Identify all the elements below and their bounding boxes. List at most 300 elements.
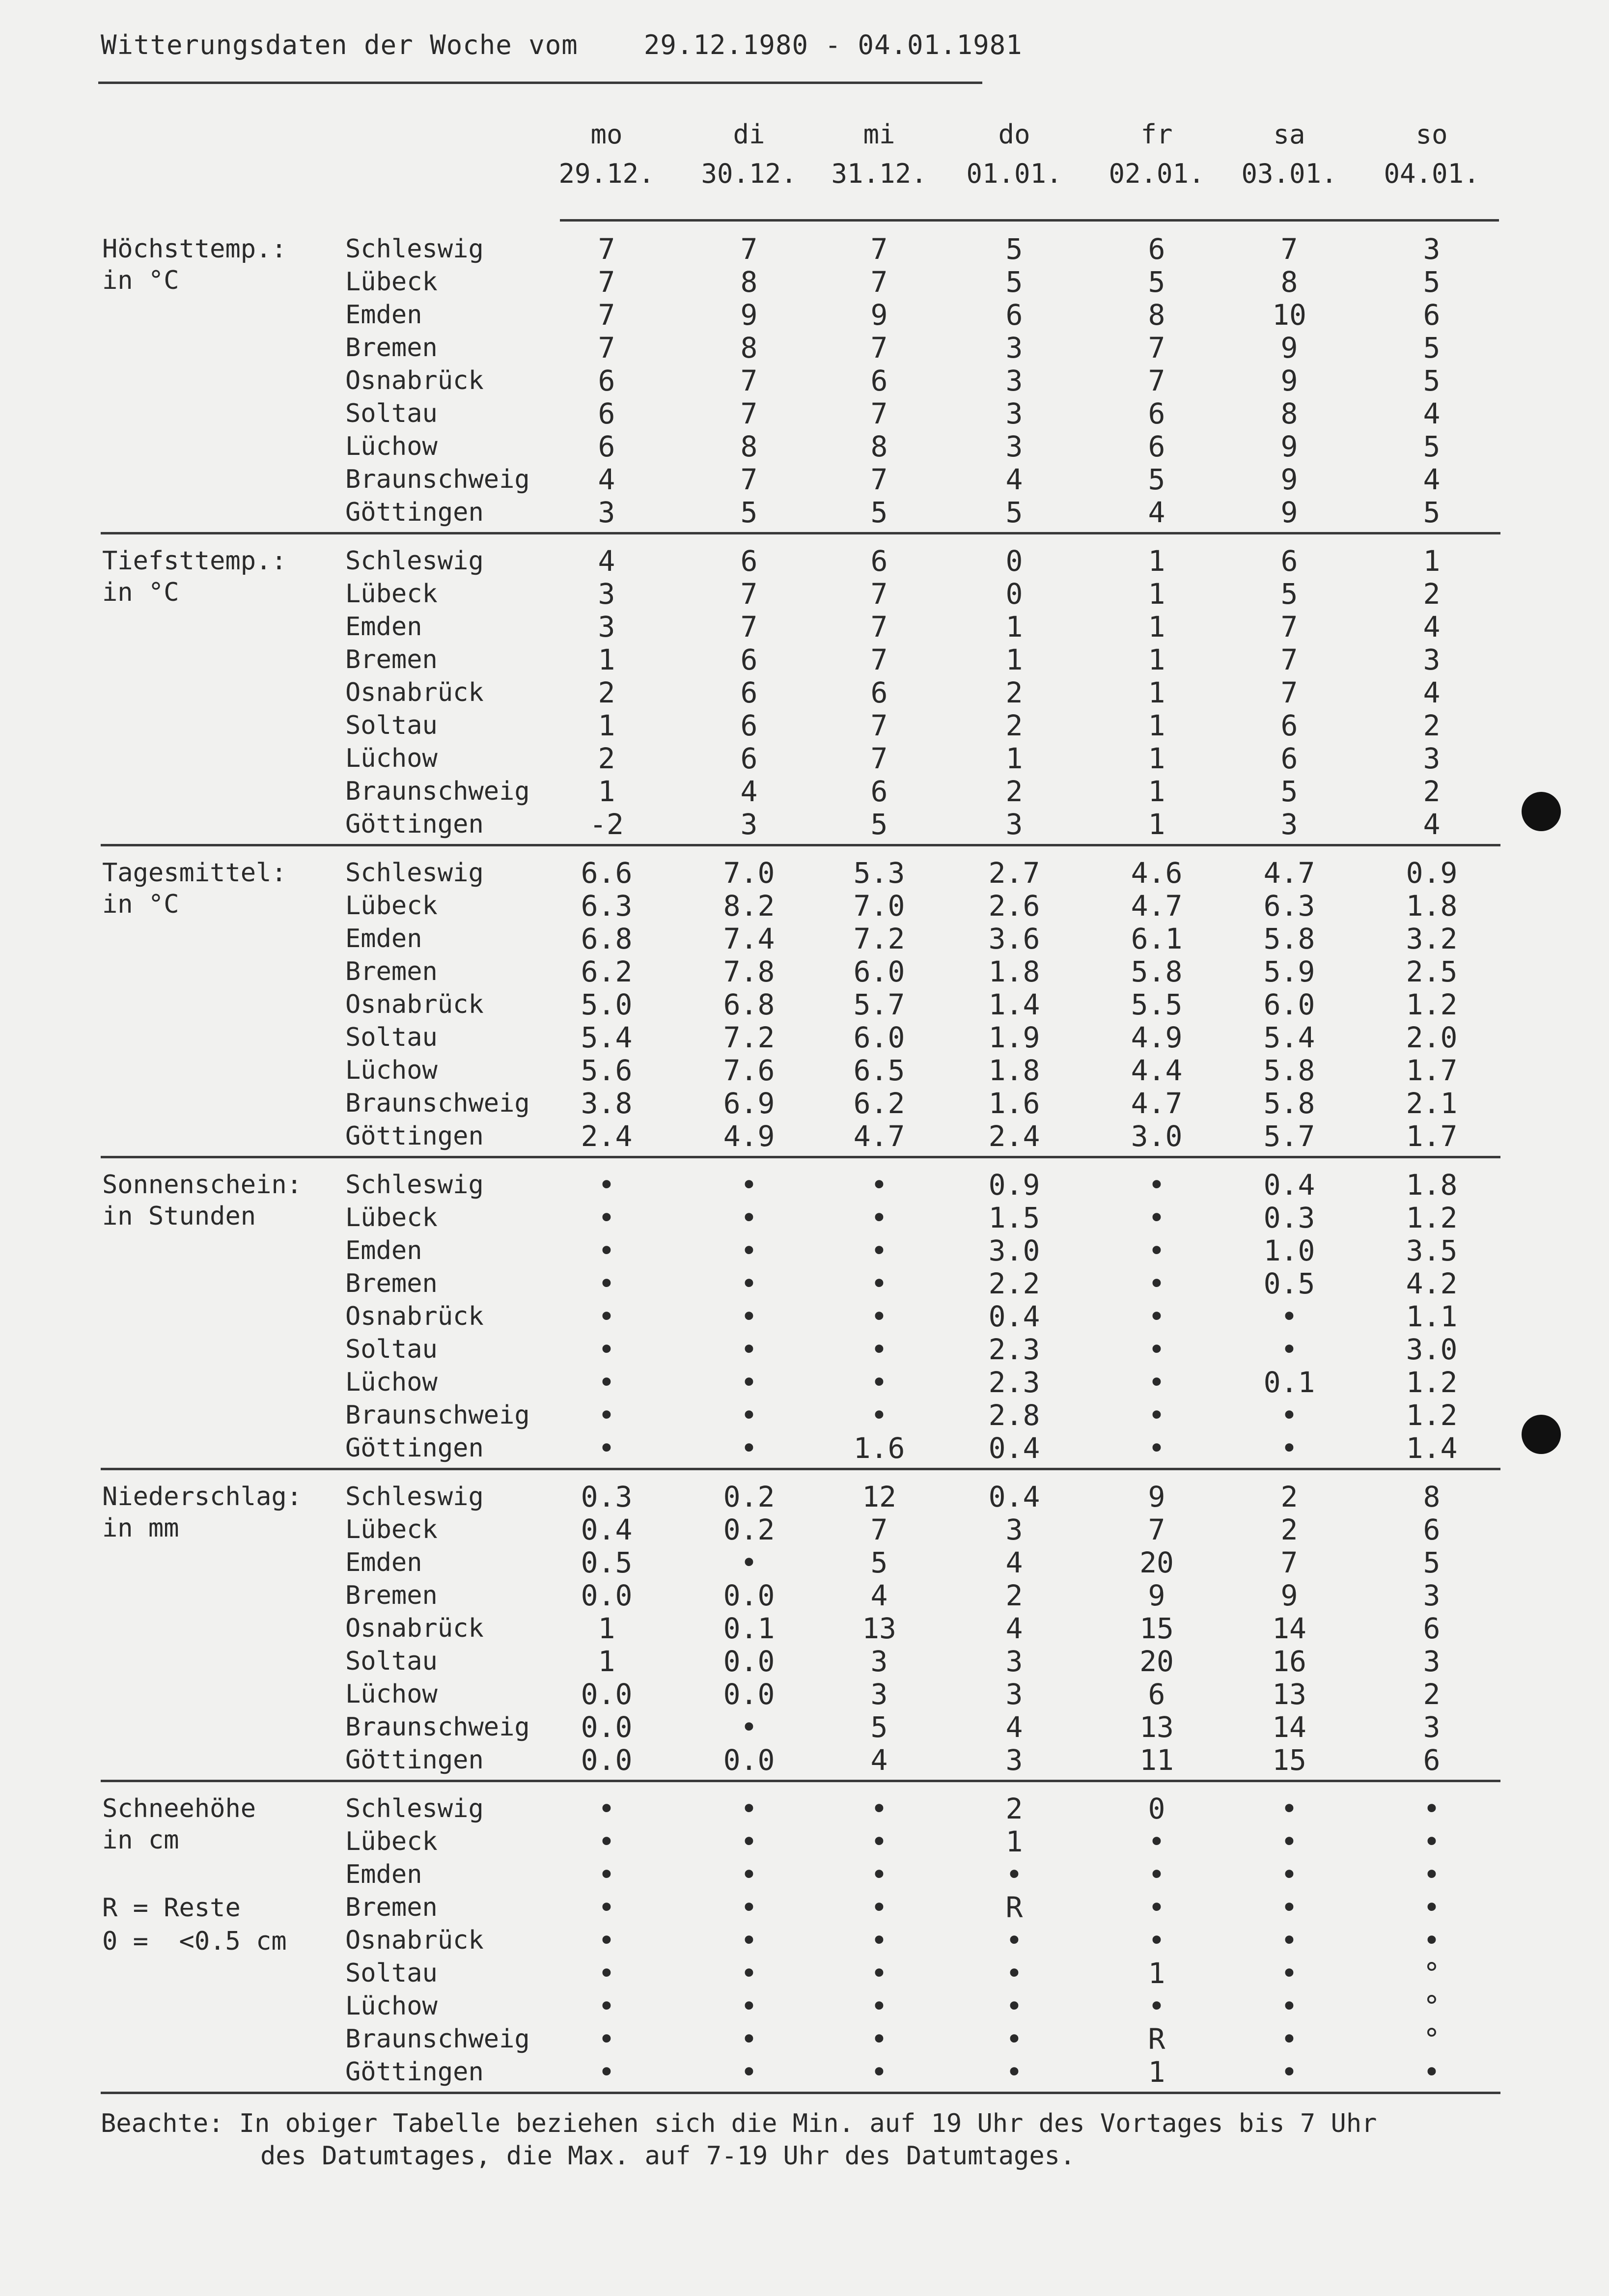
value-cell: • [740, 1792, 758, 1825]
value-cell: 1.2 [1406, 988, 1458, 1021]
value-cell: 6.0 [853, 1021, 905, 1054]
value-cell: • [1148, 1825, 1165, 1858]
value-cell: 0.4 [988, 1480, 1040, 1513]
value-cell: 3 [1423, 1645, 1441, 1678]
station-name: Schleswig [345, 1170, 484, 1200]
value-cell: 0.9 [1406, 856, 1458, 890]
value-cell: 3 [1005, 331, 1023, 364]
section-label [102, 1793, 256, 1856]
value-cell: 0.9 [988, 1168, 1040, 1202]
value-cell: 5 [1005, 265, 1023, 299]
value-cell: 5.0 [581, 988, 633, 1021]
value-cell: • [598, 1891, 615, 1924]
value-cell: • [1148, 1267, 1165, 1300]
value-cell: 1 [1005, 1825, 1023, 1858]
value-cell: • [740, 1546, 758, 1579]
value-cell: • [1423, 2055, 1441, 2089]
value-cell: 6 [598, 430, 615, 463]
station-name: Schleswig [345, 858, 484, 888]
section-unit: in °C [102, 578, 179, 607]
value-cell: 5 [870, 1710, 888, 1744]
value-cell: 3 [598, 577, 615, 611]
value-cell: • [740, 1989, 758, 2023]
value-cell: 2.4 [988, 1120, 1040, 1153]
value-cell: 2.1 [1406, 1087, 1458, 1120]
value-cell: 1 [598, 775, 615, 808]
station-name: Göttingen [345, 498, 484, 527]
value-cell: 6 [870, 364, 888, 397]
value-cell: 8.2 [723, 889, 775, 923]
value-cell: 4.2 [1406, 1267, 1458, 1300]
value-cell: 2 [1423, 1678, 1441, 1711]
value-cell: • [870, 1201, 888, 1234]
section-divider [101, 532, 1500, 534]
value-cell: 5 [1148, 463, 1165, 496]
value-cell: 1.2 [1406, 1201, 1458, 1234]
value-cell: • [1148, 1891, 1165, 1924]
value-cell: 0 [1148, 1792, 1165, 1825]
value-cell: 0.0 [723, 1743, 775, 1777]
station-name: Schleswig [345, 1794, 484, 1823]
value-cell: 7.4 [723, 922, 775, 955]
value-cell: 1.6 [853, 1431, 905, 1465]
value-cell: 5.4 [1263, 1021, 1315, 1054]
station-name: Soltau [345, 1647, 438, 1676]
punch-hole [1522, 792, 1561, 831]
value-cell: 7 [870, 232, 888, 266]
value-cell: 7.0 [723, 856, 775, 890]
value-cell: 7 [598, 265, 615, 299]
value-cell: • [740, 1891, 758, 1924]
station-name: Lüchow [345, 1368, 438, 1397]
value-cell: 5 [1423, 331, 1441, 364]
value-cell: 20 [1139, 1645, 1174, 1678]
value-cell: 1.4 [1406, 1431, 1458, 1465]
weekday-header: sa [1273, 119, 1305, 150]
value-cell: • [1148, 1300, 1165, 1333]
value-cell: • [740, 1957, 758, 1990]
value-cell: • [870, 1825, 888, 1858]
value-cell: 5.7 [853, 988, 905, 1021]
value-cell: • [870, 1989, 888, 2023]
value-cell: • [598, 1300, 615, 1333]
value-cell: 4 [870, 1743, 888, 1777]
value-cell: 1 [1148, 2055, 1165, 2089]
value-cell: 6.8 [581, 922, 633, 955]
value-cell: • [1148, 1201, 1165, 1234]
page-title: Witterungsdaten der Woche vom 29.12.1980 - 04.01.1981 [101, 29, 1023, 60]
value-cell: 3 [1423, 643, 1441, 676]
value-cell: 3 [598, 610, 615, 644]
value-cell: 2.4 [581, 1120, 633, 1153]
value-cell: • [598, 2022, 615, 2056]
section-label [102, 857, 287, 920]
value-cell: • [740, 2022, 758, 2056]
value-cell: 1 [1148, 775, 1165, 808]
header-divider [560, 219, 1499, 222]
value-cell: 6.0 [853, 955, 905, 988]
value-cell: 4 [1005, 1710, 1023, 1744]
value-cell: 2.3 [988, 1366, 1040, 1399]
value-cell: 7 [870, 1513, 888, 1546]
value-cell: 9 [1280, 496, 1298, 529]
date-header: 04.01. [1384, 158, 1480, 189]
value-cell: 0.1 [723, 1612, 775, 1645]
value-cell: • [1280, 1792, 1298, 1825]
value-cell: 7 [870, 643, 888, 676]
value-cell: 2 [598, 742, 615, 775]
value-cell: 5 [1423, 496, 1441, 529]
value-cell: 1.4 [988, 988, 1040, 1021]
value-cell: 7 [740, 232, 758, 266]
station-name: Bremen [345, 957, 438, 986]
value-cell: • [1280, 1891, 1298, 1924]
value-cell: • [870, 1234, 888, 1267]
station-name: Emden [345, 612, 422, 642]
value-cell: 5 [1423, 364, 1441, 397]
value-cell: 1.8 [988, 955, 1040, 988]
station-name: Göttingen [345, 2057, 484, 2087]
weekday-header: di [733, 119, 765, 150]
value-cell: 6 [740, 742, 758, 775]
value-cell: 2 [1005, 1579, 1023, 1612]
value-cell: 20 [1139, 1546, 1174, 1579]
value-cell: 8 [740, 265, 758, 299]
value-cell: 5 [1423, 1546, 1441, 1579]
value-cell: 5.8 [1131, 955, 1183, 988]
section-title: Tagesmittel: [102, 858, 287, 888]
value-cell: 2.8 [988, 1399, 1040, 1432]
value-cell: 3 [1423, 742, 1441, 775]
section-unit: in Stunden [102, 1202, 256, 1231]
value-cell: 1.1 [1406, 1300, 1458, 1333]
value-cell: • [1280, 2055, 1298, 2089]
section-unit: in mm [102, 1513, 179, 1543]
value-cell: 3.2 [1406, 922, 1458, 955]
value-cell: 8 [1148, 298, 1165, 332]
value-cell: 7.0 [853, 889, 905, 923]
value-cell: 7 [598, 232, 615, 266]
station-name: Lübeck [345, 1515, 438, 1544]
value-cell: 6 [598, 364, 615, 397]
value-cell: 4.7 [1131, 889, 1183, 923]
value-cell: • [1280, 1399, 1298, 1432]
value-cell: 6 [1005, 298, 1023, 332]
value-cell: • [1148, 1924, 1165, 1957]
weekday-header: do [998, 119, 1030, 150]
value-cell: • [1280, 1858, 1298, 1891]
value-cell: 10 [1272, 298, 1306, 332]
value-cell: 6.2 [853, 1087, 905, 1120]
value-cell: 7 [1148, 1513, 1165, 1546]
value-cell: 4 [1148, 496, 1165, 529]
value-cell: • [1148, 1431, 1165, 1465]
section-title: Sonnenschein: [102, 1170, 302, 1200]
value-cell: • [598, 1825, 615, 1858]
value-cell: 1 [1148, 544, 1165, 578]
value-cell: 9 [1280, 430, 1298, 463]
value-cell: 7 [598, 331, 615, 364]
value-cell: 1.8 [1406, 889, 1458, 923]
value-cell: • [740, 1333, 758, 1366]
section-label [102, 1481, 302, 1544]
station-name: Soltau [345, 1023, 438, 1052]
value-cell: 3 [1005, 397, 1023, 430]
value-cell: 8 [740, 430, 758, 463]
footnote-line-2: des Datumtages, die Max. auf 7-19 Uhr des Datumtages. [260, 2141, 1076, 2171]
value-cell: 6.0 [1263, 988, 1315, 1021]
value-cell: 1.9 [988, 1021, 1040, 1054]
value-cell: • [740, 1431, 758, 1465]
station-name: Schleswig [345, 234, 484, 264]
value-cell: • [1280, 1333, 1298, 1366]
value-cell: 5 [1005, 232, 1023, 266]
value-cell: 2.3 [988, 1333, 1040, 1366]
value-cell: • [740, 1267, 758, 1300]
value-cell: 1 [1005, 742, 1023, 775]
value-cell: 0.4 [581, 1513, 633, 1546]
value-cell: 14 [1272, 1612, 1306, 1645]
value-cell: • [1148, 1858, 1165, 1891]
value-cell: • [740, 1168, 758, 1202]
value-cell: ° [1423, 2022, 1441, 2056]
value-cell: -2 [589, 808, 624, 841]
value-cell: 0.0 [581, 1710, 633, 1744]
value-cell: • [870, 2022, 888, 2056]
station-name: Bremen [345, 1269, 438, 1298]
value-cell: 3.0 [1406, 1333, 1458, 1366]
value-cell: • [870, 1924, 888, 1957]
value-cell: • [870, 2055, 888, 2089]
value-cell: 1.6 [988, 1087, 1040, 1120]
value-cell: • [1280, 2022, 1298, 2056]
value-cell: 0.5 [581, 1546, 633, 1579]
value-cell: 7 [870, 709, 888, 742]
value-cell: 3 [1423, 1579, 1441, 1612]
value-cell: • [1148, 1168, 1165, 1202]
value-cell: 12 [862, 1480, 896, 1513]
value-cell: 0 [1005, 544, 1023, 578]
value-cell: • [598, 1924, 615, 1957]
value-cell: • [740, 1710, 758, 1744]
value-cell: 3 [870, 1645, 888, 1678]
value-cell: 1 [1148, 610, 1165, 644]
value-cell: 0.4 [988, 1431, 1040, 1465]
station-name: Lüchow [345, 1991, 438, 2021]
value-cell: 7 [1280, 1546, 1298, 1579]
value-cell: 1 [1423, 544, 1441, 578]
value-cell: • [1005, 2022, 1023, 2056]
station-name: Soltau [345, 1959, 438, 1988]
value-cell: 4 [1005, 1612, 1023, 1645]
value-cell: 4 [1423, 610, 1441, 644]
value-cell: 1.8 [1406, 1168, 1458, 1202]
value-cell: 6 [740, 643, 758, 676]
value-cell: 6 [1423, 1513, 1441, 1546]
date-header: 01.01. [966, 158, 1062, 189]
value-cell: 0.0 [723, 1678, 775, 1711]
value-cell: 14 [1272, 1710, 1306, 1744]
value-cell: 3 [1005, 1743, 1023, 1777]
value-cell: 4.6 [1131, 856, 1183, 890]
value-cell: 6 [598, 397, 615, 430]
value-cell: 4 [1423, 808, 1441, 841]
value-cell: • [1423, 1924, 1441, 1957]
value-cell: • [870, 1957, 888, 1990]
section-divider [101, 2092, 1500, 2094]
value-cell: 7.2 [853, 922, 905, 955]
section-label [102, 1169, 302, 1232]
value-cell: 3.0 [988, 1234, 1040, 1267]
value-cell: 3.5 [1406, 1234, 1458, 1267]
weekday-header: fr [1140, 119, 1173, 150]
value-cell: 2 [1005, 775, 1023, 808]
value-cell: 2 [1005, 676, 1023, 709]
weekday-header: mo [590, 119, 623, 150]
value-cell: • [870, 1891, 888, 1924]
value-cell: • [870, 1300, 888, 1333]
station-name: Lübeck [345, 1827, 438, 1856]
date-header: 29.12. [558, 158, 655, 189]
value-cell: • [1280, 1957, 1298, 1990]
value-cell: • [598, 2055, 615, 2089]
value-cell: 15 [1139, 1612, 1174, 1645]
value-cell: 5 [1148, 265, 1165, 299]
station-name: Bremen [345, 1893, 438, 1922]
value-cell: • [1280, 1431, 1298, 1465]
footnote-line-1: Beachte: In obiger Tabelle beziehen sich die Min. auf 19 Uhr des Vortages bis 7 Uhr [101, 2109, 1377, 2138]
value-cell: 5 [1005, 496, 1023, 529]
value-cell: 1 [1148, 1957, 1165, 1990]
value-cell: 1 [1148, 577, 1165, 611]
value-cell: 4.9 [723, 1120, 775, 1153]
value-cell: 6 [1280, 709, 1298, 742]
value-cell: 7 [1280, 643, 1298, 676]
value-cell: 4 [598, 463, 615, 496]
value-cell: • [1148, 1989, 1165, 2023]
value-cell: 1 [1148, 709, 1165, 742]
value-cell: 6 [1148, 430, 1165, 463]
value-cell: 5.8 [1263, 922, 1315, 955]
value-cell: • [1005, 1957, 1023, 1990]
station-name: Braunschweig [345, 2024, 530, 2054]
value-cell: 8 [740, 331, 758, 364]
value-cell: 3 [1005, 808, 1023, 841]
value-cell: R [1005, 1891, 1023, 1924]
value-cell: 3 [1005, 364, 1023, 397]
station-name: Bremen [345, 645, 438, 674]
value-cell: 1 [598, 1645, 615, 1678]
value-cell: 3 [740, 808, 758, 841]
value-cell: 1.7 [1406, 1054, 1458, 1087]
value-cell: • [1148, 1399, 1165, 1432]
station-name: Emden [345, 1236, 422, 1265]
station-name: Soltau [345, 1335, 438, 1364]
value-cell: 2 [1005, 709, 1023, 742]
value-cell: • [598, 1168, 615, 1202]
value-cell: • [1423, 1825, 1441, 1858]
value-cell: 6 [870, 544, 888, 578]
value-cell: 5.8 [1263, 1054, 1315, 1087]
weekday-header: so [1415, 119, 1448, 150]
value-cell: 4.9 [1131, 1021, 1183, 1054]
value-cell: 4 [1005, 1546, 1023, 1579]
section-title: Tiefsttemp.: [102, 546, 287, 576]
value-cell: 11 [1139, 1743, 1174, 1777]
value-cell: 16 [1272, 1645, 1306, 1678]
value-cell: • [1005, 2055, 1023, 2089]
value-cell: 3 [1280, 808, 1298, 841]
value-cell: 6.5 [853, 1054, 905, 1087]
station-name: Bremen [345, 1581, 438, 1610]
value-cell: 2.7 [988, 856, 1040, 890]
value-cell: • [1005, 1924, 1023, 1957]
section-unit: in °C [102, 266, 179, 295]
value-cell: 6.6 [581, 856, 633, 890]
value-cell: 13 [1272, 1678, 1306, 1711]
value-cell: 6 [1423, 298, 1441, 332]
value-cell: • [870, 1792, 888, 1825]
punch-hole [1522, 1415, 1561, 1454]
value-cell: 7 [598, 298, 615, 332]
value-cell: 5.6 [581, 1054, 633, 1087]
value-cell: 7 [740, 463, 758, 496]
value-cell: 5 [1280, 775, 1298, 808]
value-cell: 7 [740, 577, 758, 611]
station-name: Göttingen [345, 810, 484, 839]
value-cell: 0.0 [723, 1579, 775, 1612]
station-name: Emden [345, 1860, 422, 1889]
value-cell: 0.0 [581, 1678, 633, 1711]
value-cell: 0 [1005, 577, 1023, 611]
value-cell: 2 [1280, 1480, 1298, 1513]
station-name: Bremen [345, 333, 438, 363]
value-cell: • [1423, 1891, 1441, 1924]
value-cell: 1.0 [1263, 1234, 1315, 1267]
value-cell: 2.2 [988, 1267, 1040, 1300]
value-cell: • [870, 1366, 888, 1399]
value-cell: 7 [870, 463, 888, 496]
value-cell: 0.5 [1263, 1267, 1315, 1300]
value-cell: 6 [1423, 1612, 1441, 1645]
footnote [101, 2107, 1377, 2172]
value-cell: 6.3 [1263, 889, 1315, 923]
value-cell: • [740, 1366, 758, 1399]
section-label [102, 233, 287, 296]
value-cell: • [740, 2055, 758, 2089]
value-cell: 2 [1423, 775, 1441, 808]
station-name: Schleswig [345, 546, 484, 576]
value-cell: 6 [870, 775, 888, 808]
station-name: Osnabrück [345, 678, 484, 707]
value-cell: • [740, 1924, 758, 1957]
value-cell: 7 [740, 364, 758, 397]
section-unit: in °C [102, 890, 179, 919]
value-cell: 8 [870, 430, 888, 463]
value-cell: 3 [870, 1678, 888, 1711]
station-name: Soltau [345, 399, 438, 428]
value-cell: 6 [740, 709, 758, 742]
station-name: Göttingen [345, 1433, 484, 1463]
station-name: Braunschweig [345, 465, 530, 494]
value-cell: • [598, 1957, 615, 1990]
value-cell: • [1423, 1792, 1441, 1825]
value-cell: • [598, 1234, 615, 1267]
value-cell: • [598, 1366, 615, 1399]
value-cell: 2.6 [988, 889, 1040, 923]
value-cell: • [598, 1201, 615, 1234]
value-cell: 4 [1423, 463, 1441, 496]
